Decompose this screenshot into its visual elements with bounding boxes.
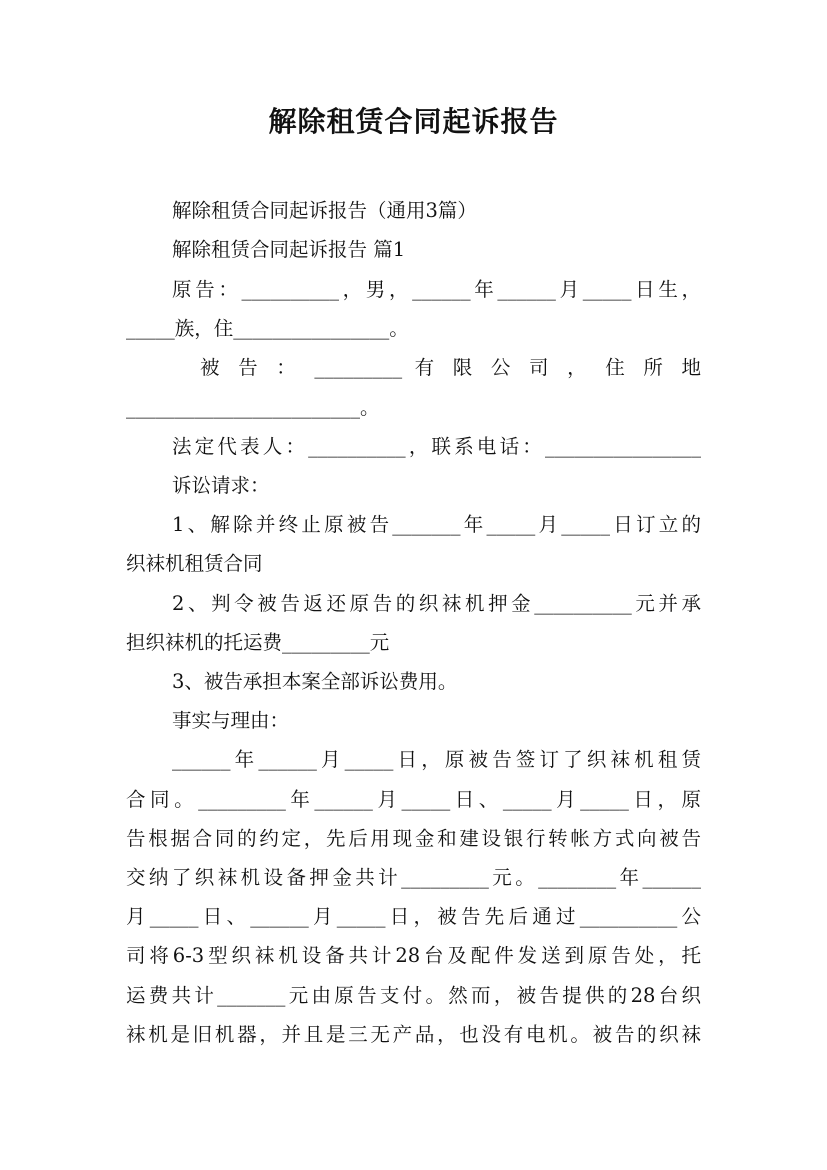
defendant-address-line: ________________________。 [126, 396, 380, 419]
claim-3-line: 3、被告承担本案全部诉讼费用。 [172, 670, 458, 693]
facts-line-2: 合同。_________年______月_____日、_____月_____日，原 [126, 788, 701, 811]
claim-2-line: 2、判令被告返还原告的织袜机押金__________元并承 [172, 592, 701, 615]
subtitle-line: 解除租赁合同起诉报告（通用3篇） [172, 199, 477, 222]
facts-line-4: 交纳了织袜机设备押金共计_________元。________年______ [126, 866, 701, 889]
facts-line-5: 月_____日、______月_____日，被告先后通过__________公 [126, 905, 701, 928]
facts-line-6: 司将6-3型织袜机设备共计28台及配件发送到原告处，托 [126, 944, 701, 967]
defendant-line: 被 告 ： _________ 有 限 公 司 ， 住 所 地 [200, 356, 701, 379]
facts-line-1: ______年______月_____日，原被告签订了织袜机租赁 [172, 748, 701, 771]
claim-2-cont: 担织袜机的托运费_________元 [126, 631, 390, 654]
section-heading: 解除租赁合同起诉报告 篇1 [172, 238, 406, 261]
facts-line-7: 运费共计_______元由原告支付。然而，被告提供的28台织 [126, 984, 701, 1007]
document-title: 解除租赁合同起诉报告 [268, 105, 559, 138]
claims-heading: 诉讼请求： [172, 474, 270, 497]
claim-1-cont: 织袜机租赁合同 [126, 552, 263, 575]
facts-heading: 事实与理由： [172, 709, 290, 732]
facts-line-8: 袜机是旧机器，并且是三无产品，也没有电机。被告的织袜 [126, 1023, 701, 1046]
legal-rep-line: 法定代表人：__________，联系电话：________________ [172, 435, 701, 458]
facts-line-3: 告根据合同的约定，先后用现金和建设银行转帐方式向被告 [126, 827, 701, 850]
claim-1-line: 1、解除并终止原被告_______年_____月_____日订立的 [172, 513, 701, 536]
plaintiff-address-line: _____族，住________________。 [126, 317, 409, 340]
plaintiff-line: 原告：__________，男，______年______月_____日生， [172, 278, 701, 301]
